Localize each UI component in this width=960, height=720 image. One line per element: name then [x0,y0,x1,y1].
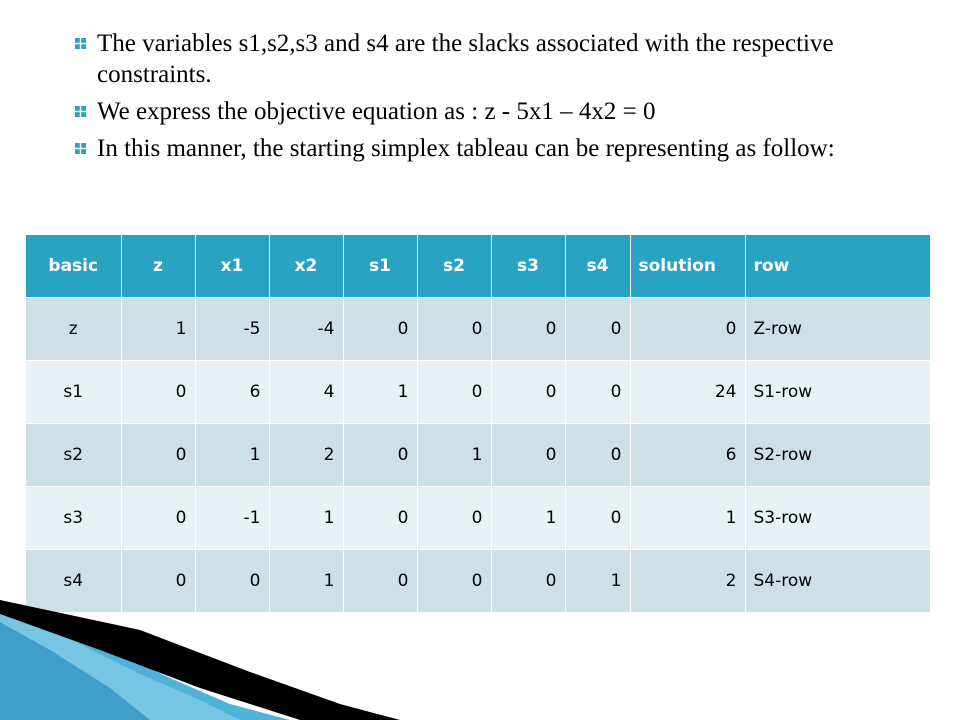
table-cell: -1 [195,487,269,550]
table-cell: 0 [565,361,630,424]
header-cell: z [121,235,195,298]
header-cell: basic [26,235,121,298]
table-cell: 0 [121,361,195,424]
table-cell: 0 [565,424,630,487]
header-cell: row [745,235,930,298]
table-cell: 0 [121,424,195,487]
bullet-item [74,96,934,127]
diamond-bullet-icon [74,37,87,50]
diamond-bullet-icon [74,105,87,118]
table-row [26,298,930,361]
table-cell: 2 [269,424,343,487]
table-cell: 0 [630,298,745,361]
bullet-text: The variables s1,s2,s3 and s4 are the slacks associated with the respective constraints. [97,30,834,88]
table-cell: 4 [269,361,343,424]
table-cell: 1 [269,487,343,550]
bullet-text: We express the objective equation as : z - 5x1 – 4x2 = 0 [97,98,656,125]
header-row [26,235,930,298]
table-cell: s1 [26,361,121,424]
table-cell: 0 [343,298,417,361]
table-cell: Z-row [745,298,930,361]
table-cell: 2 [630,550,745,613]
table-cell: 1 [343,361,417,424]
table-cell: 0 [565,298,630,361]
table-cell: 0 [417,550,491,613]
table-cell: 0 [565,487,630,550]
header-cell: solution [630,235,745,298]
table-cell: 0 [491,424,565,487]
table-cell: 0 [417,487,491,550]
table-cell: 0 [491,298,565,361]
table-cell: 0 [343,487,417,550]
table-cell: 6 [195,361,269,424]
header-cell: s3 [491,235,565,298]
table-cell: 1 [121,298,195,361]
table-cell: 0 [491,550,565,613]
table-cell: 0 [121,487,195,550]
table-cell: S4-row [745,550,930,613]
table-cell: z [26,298,121,361]
table-cell: 0 [121,550,195,613]
table-cell: 1 [491,487,565,550]
table-cell: s2 [26,424,121,487]
table-cell: 1 [630,487,745,550]
table-cell: S2-row [745,424,930,487]
header-cell: s1 [343,235,417,298]
table-cell: 1 [565,550,630,613]
header-cell: s2 [417,235,491,298]
table-row [26,487,930,550]
decorative-swoosh [0,600,420,720]
table-cell: -4 [269,298,343,361]
table-cell: 0 [417,298,491,361]
diamond-bullet-icon [74,142,87,155]
table-cell: 0 [343,550,417,613]
header-cell: s4 [565,235,630,298]
table-cell: 1 [417,424,491,487]
header-cell: x2 [269,235,343,298]
table-cell: 24 [630,361,745,424]
simplex-tableau [26,235,931,613]
table-cell: -5 [195,298,269,361]
table-row [26,424,930,487]
bullet-text: In this manner, the starting simplex tableau can be representing as follow: [97,135,835,162]
table-cell: 0 [491,361,565,424]
table-cell: s3 [26,487,121,550]
table-cell: 0 [343,424,417,487]
table-cell: 6 [630,424,745,487]
table-cell: S1-row [745,361,930,424]
table-row [26,361,930,424]
bullet-item [74,133,934,164]
table-cell: S3-row [745,487,930,550]
table-cell: 0 [417,361,491,424]
table-cell: 0 [195,550,269,613]
table-cell: 1 [269,550,343,613]
bullet-item [74,28,934,90]
table-cell: 1 [195,424,269,487]
header-cell: x1 [195,235,269,298]
table-cell: s4 [26,550,121,613]
bullet-list [74,28,934,170]
